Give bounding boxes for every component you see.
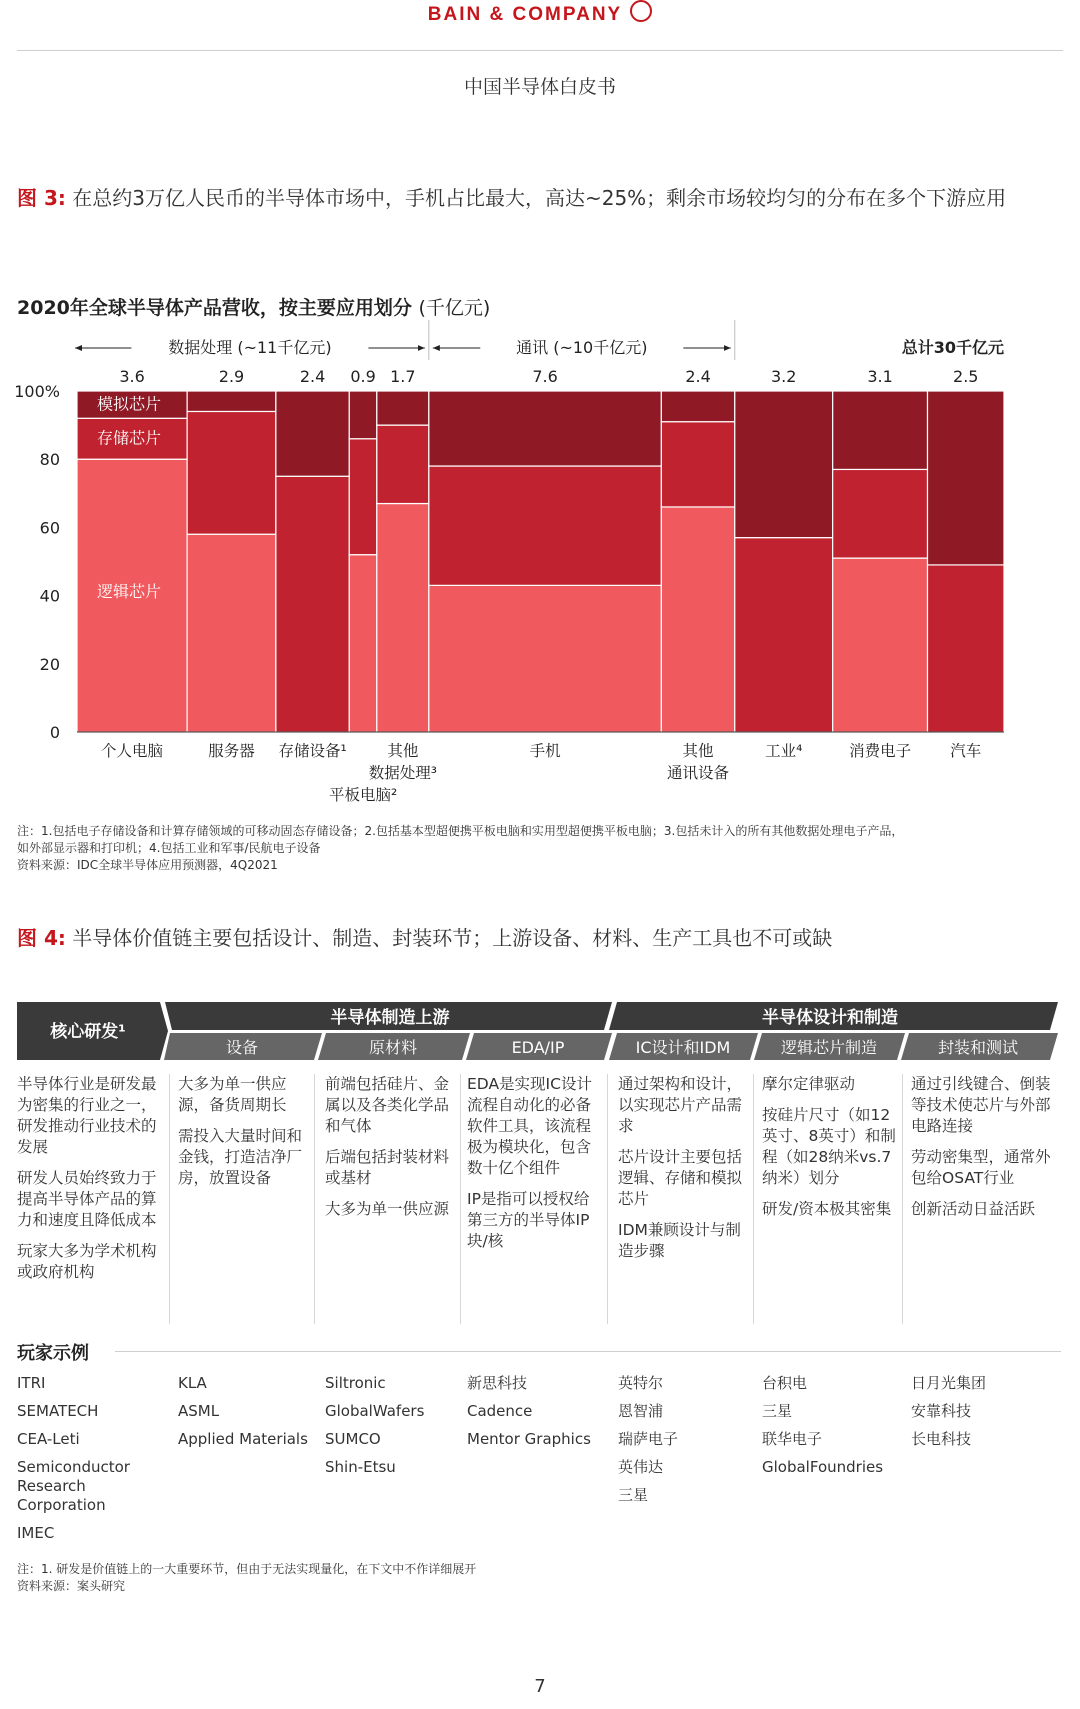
- x-category-label: 其他: [682, 742, 714, 760]
- bar-width-label: 1.7: [390, 367, 416, 386]
- players-divider: [115, 1351, 1061, 1352]
- group-label-data-processing: 数据处理 (~11千亿元): [168, 338, 332, 357]
- x-category-label: 通讯设备: [667, 764, 730, 782]
- core-rd-text: 半导体行业是研发最为密集的行业之一，研发推动行业技术的发展 研发人员始终致力于提高半导体产品的算力和速度且降低成本 玩家大多为学术机构或政府机构: [17, 1075, 157, 1281]
- x-category-label: 手机: [529, 742, 561, 760]
- bar-segment: [928, 565, 1004, 732]
- players-ic-design: [618, 1374, 753, 1505]
- bar-width-label: 2.4: [299, 367, 326, 386]
- y-tick-label: 0: [49, 723, 60, 742]
- bar-segment: [833, 558, 928, 732]
- bar-width-label: 3.1: [867, 367, 893, 386]
- bar-segment: [276, 391, 349, 476]
- x-category-label: 其他: [387, 742, 419, 760]
- bar-segment: [377, 391, 429, 425]
- materials-text: 前端包括硅片、金属以及各类化学品和气体 后端包括封装材料或基材 大多为单一供应源: [325, 1075, 450, 1218]
- column-divider: [460, 1074, 461, 1324]
- player-name: 长电科技: [911, 1430, 972, 1448]
- player-name: Semiconductor Research Corporation: [17, 1458, 130, 1514]
- logic-fab-text: 摩尔定律驱动 按硅片尺寸（如12英寸、8英寸）和制程（如28纳米vs.7纳米）划分 研发/资本极其密集: [762, 1075, 896, 1218]
- column-divider: [607, 1074, 608, 1324]
- bar-segment: [349, 439, 377, 555]
- player-name: 英伟达: [618, 1458, 664, 1476]
- value-chain-header: [0, 1000, 1080, 1062]
- source-line: 资料来源：IDC全球半导体应用预测器，4Q2021: [17, 858, 278, 872]
- x-category-label: 服务器: [208, 742, 255, 760]
- note-line-1: 注：1.包括电子存储设备和计算存储领域的可移动固态存储设备；2.包括基本型超便携平板电脑和实用型超便携平板电脑；3.包括未计入的所有其他数据处理电子产品，: [17, 824, 904, 838]
- player-name: 恩智浦: [618, 1402, 664, 1420]
- brand-name: BAIN & COMPANY: [427, 4, 623, 25]
- bar-segment: [429, 585, 662, 732]
- bar-width-label: 2.9: [218, 367, 245, 386]
- y-tick-label: 80: [39, 450, 60, 470]
- players-equipment: [178, 1374, 313, 1449]
- player-name: 三星: [762, 1402, 793, 1420]
- column-divider: [314, 1074, 315, 1324]
- player-name: IMEC: [17, 1524, 55, 1542]
- player-name: KLA: [178, 1374, 207, 1392]
- ic-design-text: 通过架构和设计，以实现芯片产品需求 芯片设计主要包括逻辑、存储和模拟芯片 IDM兼顾设计与制造步骤: [618, 1075, 743, 1260]
- segment-label-logic: 逻辑芯片: [97, 582, 162, 602]
- document-title: 中国半导体白皮书: [463, 76, 616, 98]
- player-name: 新思科技: [467, 1374, 528, 1392]
- eda-text: EDA是实现IC设计流程自动化的必备软件工具，该流程极为模块化，包含数十亿个组件 IP是指可以授权给第三方的半导体IP块/核: [467, 1075, 592, 1250]
- figure-4-notes: [17, 1561, 1067, 1595]
- brand-logo-text: [0, 0, 1080, 26]
- figure-4-title: [17, 922, 1067, 951]
- segment-label-memory: 存储芯片: [97, 428, 162, 448]
- bar-segment: [187, 391, 276, 411]
- player-name: 台积电: [762, 1374, 808, 1392]
- header-divider: [17, 50, 1063, 51]
- x-category-label: 个人电脑: [101, 742, 164, 760]
- y-tick-label: 100%: [14, 382, 60, 401]
- player-name: Cadence: [467, 1402, 533, 1420]
- figure-3-caption: 在总约3万亿人民币的半导体市场中，手机占比最大，高达~25%；剩余市场较均匀的分布在多个下游应用: [72, 186, 1007, 210]
- bar-width-label: 3.2: [770, 367, 797, 386]
- group-label-communication: 通讯 (~10千亿元): [516, 338, 648, 357]
- bar-width-label: 2.4: [685, 367, 711, 386]
- bar-segment: [349, 391, 377, 439]
- x-category-label: 汽车: [950, 742, 982, 760]
- players-materials: [325, 1374, 460, 1477]
- core-rd-label: 核心研发¹: [50, 1022, 126, 1042]
- column-label-ic-design: IC设计和IDM: [635, 1038, 731, 1057]
- player-name: SUMCO: [325, 1430, 381, 1448]
- player-name: Mentor Graphics: [467, 1430, 591, 1448]
- player-name: 安靠科技: [911, 1402, 972, 1420]
- note-line-2: 如外部显示器和打印机；4.包括工业和军事/民航电子设备: [17, 841, 321, 855]
- player-name: 瑞萨电子: [618, 1430, 679, 1448]
- upstream-label: 半导体制造上游: [330, 1008, 450, 1028]
- group-label-total: 总计30千亿元: [901, 338, 1004, 357]
- bar-segment: [187, 411, 276, 534]
- y-tick-label: 40: [39, 586, 60, 606]
- bar-segment: [661, 391, 734, 422]
- bar-width-label: 3.6: [119, 367, 145, 386]
- bar-segment: [429, 466, 662, 585]
- marimekko-chart: [0, 320, 1080, 820]
- bar-segment: [661, 422, 734, 507]
- players-core-rd: [17, 1374, 152, 1543]
- x-category-label: 平板电脑²: [328, 786, 398, 804]
- bar-segment: [377, 425, 429, 503]
- player-name: GlobalFoundries: [762, 1458, 884, 1476]
- player-name: ASML: [178, 1402, 220, 1420]
- bar-segment: [349, 555, 377, 732]
- players-logic-fab: [762, 1374, 902, 1477]
- x-category-label: 数据处理³: [368, 764, 437, 782]
- bar-segment: [187, 534, 276, 732]
- x-category-label: 消费电子: [849, 742, 912, 760]
- bar-segment: [661, 507, 734, 732]
- page-number: 7: [534, 1676, 546, 1697]
- column-label-logic-fab: 逻辑芯片制造: [780, 1038, 878, 1057]
- bar-width-label: 0.9: [350, 367, 376, 386]
- chart-title: [17, 293, 490, 320]
- column-divider: [753, 1074, 754, 1324]
- column-label-packaging: 封装和测试: [937, 1038, 1019, 1057]
- player-name: CEA-Leti: [17, 1430, 80, 1448]
- bar-segment: [735, 538, 833, 732]
- player-name: 联华电子: [762, 1430, 823, 1448]
- bar-segment: [833, 469, 928, 558]
- note-line: 注：1. 研发是价值链上的一大重要环节，但由于无法实现量化，在下文中不作详细展开: [17, 1562, 477, 1576]
- figure-3-notes: [17, 823, 1067, 874]
- column-label-eda: EDA/IP: [511, 1038, 565, 1057]
- player-name: 三星: [618, 1486, 649, 1504]
- bar-width-label: 2.5: [953, 367, 979, 386]
- source-line: 资料来源：案头研究: [17, 1579, 126, 1593]
- y-tick-label: 60: [39, 518, 60, 538]
- players-eda: [467, 1374, 607, 1449]
- x-category-label: 存储设备¹: [278, 742, 347, 760]
- player-name: Siltronic: [325, 1374, 386, 1392]
- design-mfg-label: 半导体设计和制造: [762, 1008, 898, 1028]
- y-tick-label: 20: [39, 654, 60, 674]
- equipment-text: 大多为单一供应源，备货周期长 需投入大量时间和金钱，打造洁净厂房，放置设备: [178, 1075, 303, 1187]
- bar-segment: [276, 476, 349, 732]
- players-packaging: [911, 1374, 1051, 1449]
- players-title: 玩家示例: [17, 1343, 89, 1364]
- figure-4-number: 图 4:: [17, 926, 66, 950]
- packaging-text: 通过引线键合、倒装等技术使芯片与外部电路连接 劳动密集型，通常外包给OSAT行业 创新活动日益活跃: [911, 1075, 1051, 1218]
- bar-segment: [429, 391, 662, 466]
- player-name: ITRI: [17, 1374, 46, 1392]
- figure-3-number: 图 3:: [17, 186, 66, 210]
- player-name: SEMATECH: [17, 1402, 99, 1420]
- segment-label-analog: 模拟芯片: [97, 394, 162, 414]
- bar-width-label: 7.6: [532, 367, 558, 386]
- column-divider: [902, 1074, 903, 1324]
- player-name: Applied Materials: [178, 1430, 308, 1448]
- player-name: Shin-Etsu: [325, 1458, 396, 1476]
- x-category-label: 工业⁴: [765, 742, 803, 760]
- column-label-materials: 原材料: [368, 1038, 418, 1057]
- chart-unit: (千亿元): [418, 297, 491, 319]
- player-name: 日月光集团: [911, 1374, 987, 1392]
- bar-segment: [833, 391, 928, 469]
- player-name: 英特尔: [618, 1374, 664, 1392]
- bar-segment: [377, 504, 429, 732]
- figure-3-title: [17, 182, 1067, 211]
- column-divider: [169, 1074, 170, 1324]
- bar-segment: [735, 391, 833, 538]
- brand-circle-icon: [630, 0, 652, 22]
- figure-4-caption: 半导体价值链主要包括设计、制造、封装环节；上游设备、材料、生产工具也不可或缺: [72, 926, 833, 950]
- chart-title-text: 2020年全球半导体产品营收，按主要应用划分: [17, 297, 412, 319]
- bar-segment: [928, 391, 1004, 565]
- player-name: GlobalWafers: [325, 1402, 425, 1420]
- column-label-equipment: 设备: [225, 1038, 259, 1057]
